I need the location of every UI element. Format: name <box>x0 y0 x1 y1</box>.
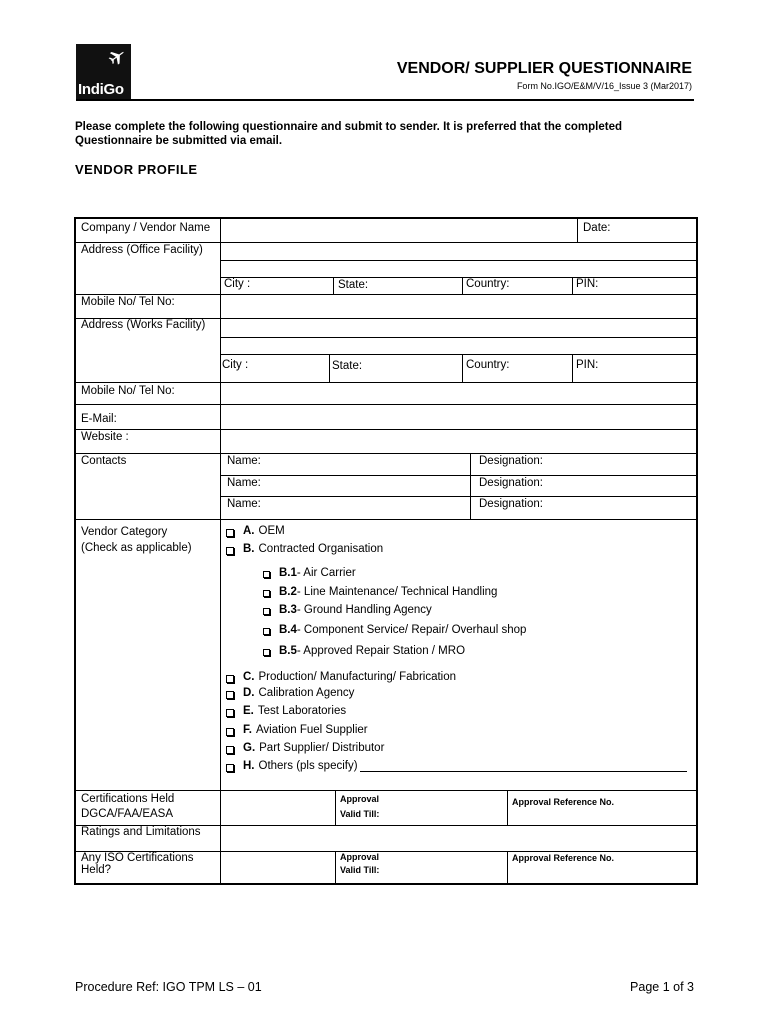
form-number: Form No.IGO/E&M/V/16_Issue 3 (Mar2017) <box>516 81 692 91</box>
iso-label: Any ISO Certifications <box>81 852 194 864</box>
company-name-field[interactable] <box>220 218 578 243</box>
page-number: Page 1 of 3 <box>630 980 694 994</box>
vendor-category-hint: (Check as applicable) <box>81 542 192 554</box>
contact-1-designation-field[interactable] <box>470 453 697 476</box>
option-text: Others (pls specify) <box>258 760 358 772</box>
option-code: G. <box>243 742 256 754</box>
works-address-label: Address (Works Facility) <box>81 319 206 331</box>
works-city-field[interactable] <box>220 354 330 383</box>
office-mobile-label-cell <box>75 294 221 319</box>
certifications-approval-ref-field[interactable] <box>507 790 697 826</box>
office-pin-label: PIN: <box>576 278 599 290</box>
ratings-label: Ratings and Limitations <box>81 826 201 838</box>
category-option-f <box>226 724 368 737</box>
office-city-field[interactable] <box>220 277 334 295</box>
option-text: Part Supplier/ Distributor <box>259 742 385 754</box>
category-option-b2 <box>263 586 497 599</box>
option-code: B.3 <box>279 604 297 616</box>
option-text: Calibration Agency <box>258 687 355 699</box>
office-pin-field[interactable] <box>572 277 697 295</box>
option-code: B.4 <box>279 624 297 636</box>
works-address-line-1-field[interactable] <box>220 318 697 338</box>
checkbox[interactable] <box>226 675 234 683</box>
checkbox[interactable] <box>263 649 270 656</box>
option-code: F. <box>243 724 252 736</box>
valid-till-label: Valid Till: <box>340 865 380 875</box>
approval-ref-label: Approval Reference No. <box>512 853 615 863</box>
office-state-label: State: <box>338 279 369 291</box>
option-code: E. <box>243 705 254 717</box>
website-label: Website : <box>81 431 129 443</box>
certifications-approval-field[interactable] <box>335 790 508 826</box>
option-text: OEM <box>258 525 285 537</box>
category-option-h <box>226 760 687 773</box>
header-divider <box>76 99 694 101</box>
category-option-b5 <box>263 645 465 658</box>
others-specify-line[interactable] <box>360 760 687 772</box>
option-code: B.2 <box>279 586 297 598</box>
option-code: C. <box>243 671 255 683</box>
iso-label-cell <box>75 851 221 884</box>
vendor-category-label: Vendor Category <box>81 526 168 538</box>
vendor-category-label-cell <box>75 519 221 791</box>
works-state-label: State: <box>332 360 363 372</box>
category-option-b <box>226 543 383 556</box>
category-option-e <box>226 705 346 718</box>
checkbox[interactable] <box>226 709 234 717</box>
works-state-field[interactable] <box>329 354 463 383</box>
email-label-cell <box>75 404 221 430</box>
intro-text-line-1: Please complete the following questionnaire and submit to sender. It is preferred that the completed <box>75 121 622 133</box>
checkbox[interactable] <box>263 628 270 635</box>
option-code: A. <box>243 525 255 537</box>
option-code: B.5 <box>279 645 297 657</box>
contact-2-designation-field[interactable] <box>470 475 697 497</box>
contact-3-designation-field[interactable] <box>470 496 697 520</box>
option-text: - Line Maintenance/ Technical Handling <box>296 586 498 598</box>
office-state-field[interactable] <box>333 277 463 295</box>
iso-approval-field[interactable] <box>335 851 508 884</box>
valid-till-label: Valid Till: <box>340 809 380 819</box>
category-option-g <box>226 742 384 755</box>
intro-text-line-2: Questionnaire be submitted via email. <box>75 135 283 147</box>
option-text: - Ground Handling Agency <box>296 604 432 616</box>
works-country-label: Country: <box>466 359 510 371</box>
option-text: - Component Service/ Repair/ Overhaul shop <box>296 624 527 636</box>
checkbox[interactable] <box>226 691 234 699</box>
category-option-b4 <box>263 624 526 637</box>
contact-designation-label: Designation: <box>479 498 543 510</box>
contact-name-label: Name: <box>227 498 261 510</box>
option-text: Production/ Manufacturing/ Fabrication <box>258 671 457 683</box>
iso-approval-ref-field[interactable] <box>507 851 697 884</box>
office-address-label-cell <box>75 242 221 295</box>
option-text: Aviation Fuel Supplier <box>255 724 368 736</box>
approval-label: Approval <box>340 794 380 804</box>
vendor-category-options <box>220 519 697 791</box>
date-label: Date: <box>583 222 611 234</box>
option-text: - Approved Repair Station / MRO <box>296 645 466 657</box>
checkbox[interactable] <box>226 746 234 754</box>
company-name-label-cell <box>75 218 221 243</box>
checkbox[interactable] <box>226 728 234 736</box>
ratings-field[interactable] <box>220 825 697 852</box>
contact-name-label: Name: <box>227 477 261 489</box>
website-field[interactable] <box>220 429 697 454</box>
contact-3-name-field[interactable] <box>220 496 471 520</box>
office-city-label: City : <box>224 278 251 290</box>
email-field[interactable] <box>220 404 697 430</box>
checkbox[interactable] <box>226 547 234 555</box>
document-title: VENDOR/ SUPPLIER QUESTIONNAIRE <box>396 60 692 77</box>
contacts-label: Contacts <box>81 455 127 467</box>
option-code: B.1 <box>279 567 297 579</box>
indigo-logo <box>76 44 131 99</box>
works-mobile-label-cell <box>75 382 221 405</box>
airplane-icon <box>107 47 129 65</box>
works-country-field[interactable] <box>462 354 573 383</box>
approval-label: Approval <box>340 852 380 862</box>
category-option-b1 <box>263 567 356 580</box>
iso-sublabel: Held? <box>81 864 112 876</box>
category-option-d <box>226 687 354 700</box>
checkbox[interactable] <box>263 590 270 597</box>
section-title: VENDOR PROFILE <box>75 162 198 177</box>
email-label: E-Mail: <box>81 413 117 425</box>
logo-text: IndiGo <box>78 81 124 98</box>
checkbox[interactable] <box>263 608 270 615</box>
option-text: Contracted Organisation <box>258 543 384 555</box>
website-label-cell <box>75 429 221 454</box>
category-option-c <box>226 671 456 684</box>
contact-name-label: Name: <box>227 455 261 467</box>
checkbox[interactable] <box>226 764 234 772</box>
company-name-label: Company / Vendor Name <box>81 222 211 234</box>
office-address-line-1-field[interactable] <box>220 242 697 261</box>
contact-2-name-field[interactable] <box>220 475 471 497</box>
certifications-label-cell <box>75 790 221 826</box>
contacts-label-cell <box>75 453 221 520</box>
contact-designation-label: Designation: <box>479 477 543 489</box>
works-address-line-2-field[interactable] <box>220 337 697 355</box>
works-mobile-field[interactable] <box>220 382 697 405</box>
option-code: D. <box>243 687 255 699</box>
option-code: B. <box>243 543 255 555</box>
office-country-label: Country: <box>466 278 510 290</box>
office-country-field[interactable] <box>462 277 573 295</box>
office-address-label: Address (Office Facility) <box>81 244 203 256</box>
option-code: H. <box>243 760 255 772</box>
certifications-held-field[interactable] <box>220 790 336 826</box>
procedure-reference: Procedure Ref: IGO TPM LS – 01 <box>75 980 262 994</box>
checkbox[interactable] <box>226 529 234 537</box>
certifications-sublabel: DGCA/FAA/EASA <box>81 808 174 820</box>
contact-1-name-field[interactable] <box>220 453 471 476</box>
contact-designation-label: Designation: <box>479 455 543 467</box>
office-address-line-2-field[interactable] <box>220 260 697 278</box>
date-field[interactable] <box>577 218 697 243</box>
works-pin-label: PIN: <box>576 359 599 371</box>
approval-ref-label: Approval Reference No. <box>512 797 615 807</box>
works-city-label: City : <box>222 359 249 371</box>
certifications-label: Certifications Held <box>81 793 175 805</box>
option-text: - Air Carrier <box>296 567 356 579</box>
option-text: Test Laboratories <box>257 705 347 717</box>
ratings-label-cell <box>75 825 221 852</box>
category-option-b3 <box>263 604 432 617</box>
office-mobile-label: Mobile No/ Tel No: <box>81 296 175 308</box>
works-mobile-label: Mobile No/ Tel No: <box>81 385 175 397</box>
iso-held-field[interactable] <box>220 851 336 884</box>
checkbox[interactable] <box>263 571 270 578</box>
office-mobile-field[interactable] <box>220 294 697 319</box>
category-option-a <box>226 525 285 538</box>
works-pin-field[interactable] <box>572 354 697 383</box>
works-address-label-cell <box>75 318 221 383</box>
